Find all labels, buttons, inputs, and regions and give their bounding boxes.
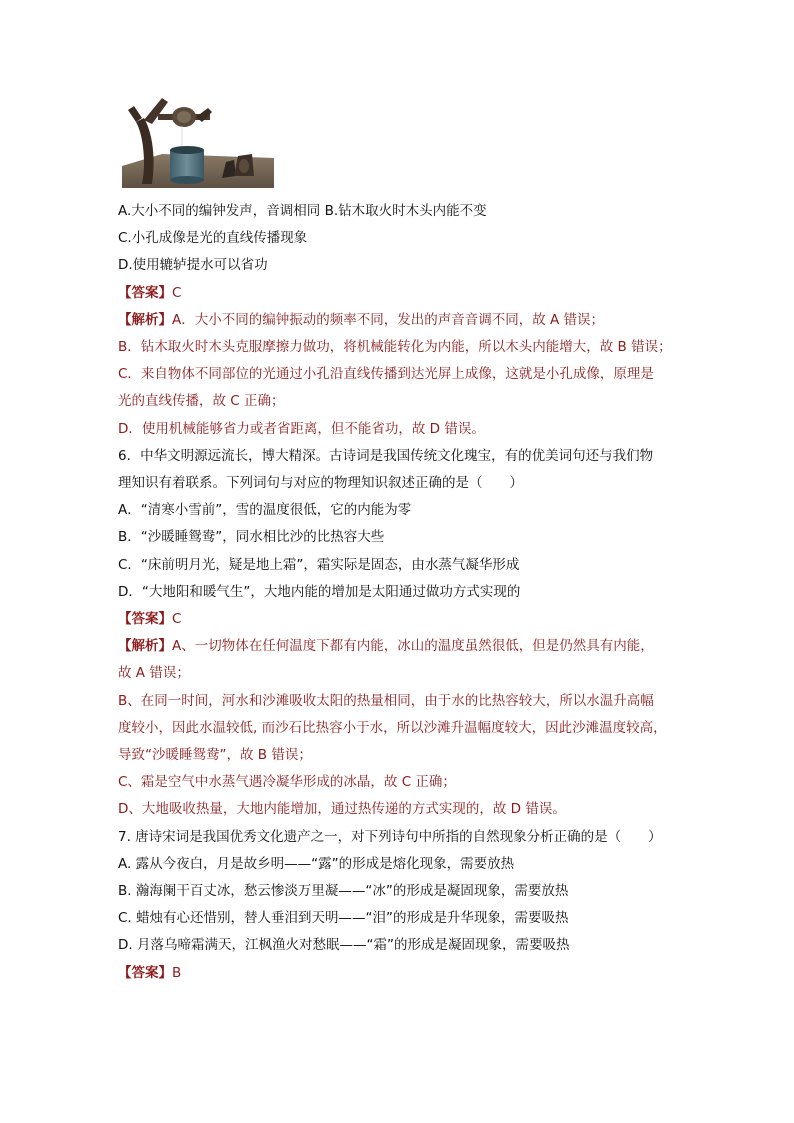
analysis-line: D．使用机械能够省力或者省距离，但不能省功，故 D 错误。 bbox=[118, 420, 485, 437]
analysis-label: 【解析】 bbox=[118, 311, 172, 328]
analysis-line: A．大小不同的编钟振动的频率不同，发出的声音音调不同，故 A 错误； bbox=[172, 311, 605, 328]
answer-label: 【答案】 bbox=[118, 611, 172, 628]
analysis-line: A、一切物体在任何温度下都有内能，冰山的温度虽然很低，但是仍然具有内能， bbox=[172, 638, 654, 655]
option-line: B. 瀚海阑干百丈冰，愁云惨淡万里凝——“冰”的形成是凝固现象，需要放热 bbox=[118, 883, 569, 900]
analysis-block bbox=[118, 307, 683, 443]
option-line: B．“沙暖睡鸳鸯”，同水相比沙的比热容大些 bbox=[118, 529, 385, 546]
option-line: A.大小不同的编钟发声，音调相同 B.钻木取火时木头内能不变 bbox=[118, 203, 487, 219]
answer-line bbox=[118, 606, 683, 633]
analysis-line: 故 A 错误； bbox=[118, 665, 190, 682]
answer-line bbox=[118, 960, 683, 987]
well-windlass-icon bbox=[122, 96, 274, 188]
option-line: A．“清寒小雪前”，雪的温度很低，它的内能为零 bbox=[118, 502, 412, 519]
answer-label: 【答案】 bbox=[118, 284, 172, 301]
option-line: C.小孔成像是光的直线传播现象 bbox=[118, 230, 308, 247]
question-7 bbox=[118, 824, 683, 960]
answer-value: B bbox=[172, 964, 182, 981]
document-page bbox=[118, 96, 683, 987]
analysis-line: 导致“沙暖睡鸳鸯”，故 B 错误； bbox=[118, 747, 312, 764]
analysis-line: D、大地吸收热量，大地内能增加，通过热传递的方式实现的，故 D 错误。 bbox=[118, 801, 566, 818]
answer-value: C bbox=[172, 284, 182, 301]
analysis-line: C、霜是空气中水蒸气遇冷凝华形成的冰晶，故 C 正确； bbox=[118, 774, 456, 791]
question-stem: 7. 唐诗宋词是我国优秀文化遗产之一，对下列诗句中所指的自然现象分析正确的是（ ） bbox=[118, 828, 662, 845]
option-line: C．“床前明月光，疑是地上霜”，霜实际是固态，由水蒸气凝华形成 bbox=[118, 556, 520, 573]
analysis-line: 光的直线传播，故 C 正确； bbox=[118, 393, 285, 410]
answer-line bbox=[118, 280, 683, 307]
analysis-block bbox=[118, 633, 683, 823]
analysis-label: 【解析】 bbox=[118, 638, 172, 655]
analysis-line: 度较小，因此水温较低, 而沙石比热容小于水，所以沙滩升温幅度较大，因此沙滩温度较高， bbox=[118, 719, 667, 736]
answer-value: C bbox=[172, 611, 182, 628]
option-line: D. 月落乌啼霜满天，江枫渔火对愁眠——“霜”的形成是凝固现象，需要吸热 bbox=[118, 937, 570, 954]
question-6 bbox=[118, 443, 683, 606]
option-line: C. 蜡烛有心还惜别，替人垂泪到天明——“泪”的形成是升华现象，需要吸热 bbox=[118, 910, 569, 927]
option-line: D.使用辘轳提水可以省功 bbox=[118, 257, 268, 274]
analysis-line: B、在同一时间，河水和沙滩吸收太阳的热量相同，由于水的比热容较大，所以水温升高幅 bbox=[118, 692, 654, 709]
analysis-line: B．钻木取火时木头克服摩擦力做功，将机械能转化为内能，所以木头内能增大，故 B 错误； bbox=[118, 339, 672, 356]
question-stem: 6．中华文明源远流长，博大精深。古诗词是我国传统文化瑰宝，有的优美词句还与我们物 bbox=[118, 447, 654, 464]
question-stem: 理知识有着联系。下列词句与对应的物理知识叙述正确的是（ ） bbox=[118, 475, 523, 492]
option-line: D．“大地阳和暖气生”，大地内能的增加是太阳通过做功方式实现的 bbox=[118, 583, 521, 600]
analysis-line: C．来自物体不同部位的光通过小孔沿直线传播到达光屏上成像，这就是小孔成像，原理是 bbox=[118, 366, 654, 383]
answer-label: 【答案】 bbox=[118, 964, 172, 981]
question-5-options bbox=[118, 198, 683, 280]
option-line: A. 露从今夜白，月是故乡明——“露”的形成是熔化现象，需要放热 bbox=[118, 855, 515, 872]
